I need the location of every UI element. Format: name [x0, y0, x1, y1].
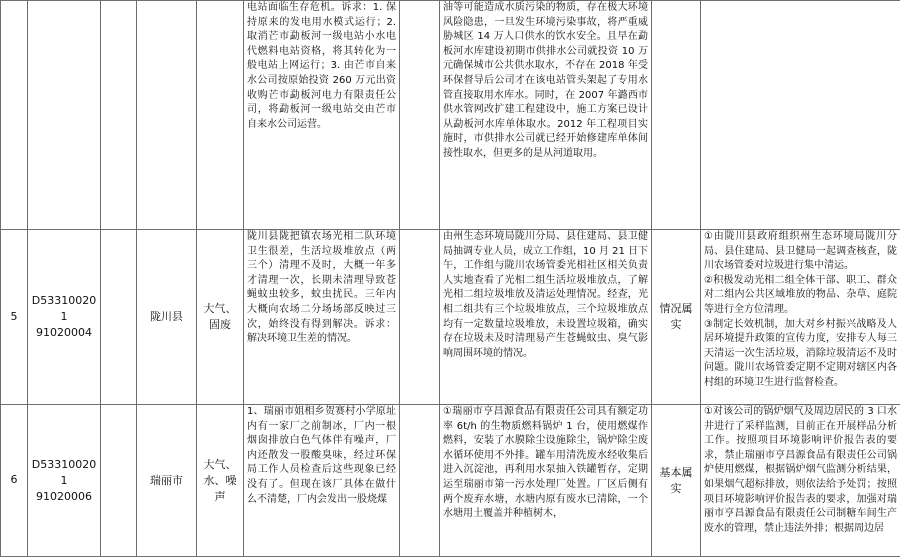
code-cell: D533100201 91020004 [28, 230, 101, 405]
seq-cell [1, 1, 28, 230]
findings-cell: 由州生态环境局陇川分局、县住建局、县卫健局抽调专业人员，成立工作组，10 月 21 日下午，工作组与陇川农场管委光相社区相关负责人实地查看了光相二组生活垃圾堆放点，了解光相二组垃圾堆放及清运处理情况。经查，光相二组共有三个垃圾堆放点，三个垃圾堆放点均有一定数量垃圾堆放，未设置垃圾箱，确实存在垃圾未及时清理易产生苍蝇蚊虫、臭气影响周围环境的情况。 [440, 230, 652, 405]
spacer-cell [400, 405, 440, 557]
findings-cell: ①瑞丽市亨昌源食品有限责任公司具有额定功率 6t/h 的生物质燃料锅炉 1 台，使用燃煤作燃料，安装了水膜除尘设施除尘，锅炉除尘废水循环使用不外排。罐车用清洗废水经收集后进入沉淀池，再利用水泵抽入铁罐暂存，定期运至瑞丽市第一污水处理厂处置。厂区后侧有两个废弃水塘，水塘内原有废水已清除，一个水塘用土覆盖并种植树木， [440, 405, 652, 557]
verdict-cell [652, 1, 701, 230]
verdict-cell: 情况属实 [652, 230, 701, 405]
findings-cell: 油等可能造成水质污染的物质，存在极大环境风险隐患，一旦发生环境污染事故，将严重威胁城区 14 万人口供水的饮水安全。且早在勐板河水库建设初期市供排水公司就投资 10 万元确保城市公共供水取水，不存在 2018 年受环保督导后公司才在该电站管头架起了专用水管直接取用水库水。同时，在 2007 年潞西市供水管网改扩建工程建设中，施工方案已设计从勐板河水库单体取水。2012 年工程项目实施时，市供排水公司就已经开始修建库单体间接性取水，但更多的是从河道取用。 [440, 1, 652, 230]
table-row [1, 405, 900, 557]
type-cell [197, 1, 244, 230]
spacer-cell [101, 1, 137, 230]
complaint-cell: 电站面临生存危机。诉求：1. 保持原来的发电用水模式运行；2. 取消芒市勐板河一级电站小水电代燃料电站资格，将其转化为一般电站上网运行；3. 由芒市自来水公司按原始投资 260 万元出资收购芒市勐板河电力有限责任公司，将勐板河一级电站交由芒市自来水公司运营。 [244, 1, 400, 230]
spacer-cell [400, 230, 440, 405]
code-cell [28, 1, 101, 230]
measures-cell: ①由陇川县政府组织州生态环境局陇川分局、县住建局、县卫健局一起调查核查，陇川农场管委对垃圾进行集中清运。 ②积极发动光相二组全体干部、职工、群众对二组内公共区域堆放的物品、杂草、庭院等进行全方位清理。 ③制定长效机制，加大对乡村振兴战略及人居环境提升政策的宣传力度，安排专人每三天清运一次生活垃圾，消除垃圾清运不及时问题。陇川农场管委定期不定期对辖区内各村组的环境卫生进行监督检查。 [701, 230, 900, 405]
spacer-cell [101, 230, 137, 405]
code-cell: D533100201 91020006 [28, 405, 101, 557]
region-cell [137, 1, 197, 230]
seq-cell: 6 [1, 405, 28, 557]
region-cell: 瑞丽市 [137, 405, 197, 557]
spacer-cell [101, 405, 137, 557]
seq-cell: 5 [1, 230, 28, 405]
complaint-cell: 1、瑞丽市姐相乡贺赛村小学原址内有一家厂之前制冰，厂内一根烟囱排放白色气体伴有噪声，厂内还散发一股酸臭味，经过环保局工作人员检查后这些现象已经没有了。但现在该厂具体在做什么不清楚，厂内会发出一股烧煤 [244, 405, 400, 557]
verdict-cell: 基本属实 [652, 405, 701, 557]
table-row [1, 230, 900, 405]
type-cell: 大气、水、噪声 [197, 405, 244, 557]
measures-cell [701, 1, 900, 230]
spacer-cell [400, 1, 440, 230]
complaint-cell: 陇川县陇把镇农场光相二队环境卫生很差，生活垃圾堆放点（两三个）清理不及时，大概一年多才清理一次，长期未清理导致苍蝇蚊虫较多，蚊虫扰民。三年内大概向农场二分场场部反映过三次，始终没有得到解决。诉求：解决环境卫生差的情况。 [244, 230, 400, 405]
type-cell: 大气、固废 [197, 230, 244, 405]
region-cell: 陇川县 [137, 230, 197, 405]
measures-cell: ①对该公司的锅炉烟气及周边居民的 3 口水井进行了采样监测，目前正在开展样品分析工作。按照项目环境影响评价报告表的要求，禁止瑞丽市亨昌源食品有限责任公司锅炉使用燃煤，根据锅炉烟气监测分析结果，如果烟气超标排放，则依法给予处罚；按照项目环境影响评价报告表的要求，加强对瑞丽市亨昌源食品有限责任公司制糖车间生产废水的管理，禁止违法外排；根据周边居 [701, 405, 900, 557]
table-row [1, 1, 900, 230]
